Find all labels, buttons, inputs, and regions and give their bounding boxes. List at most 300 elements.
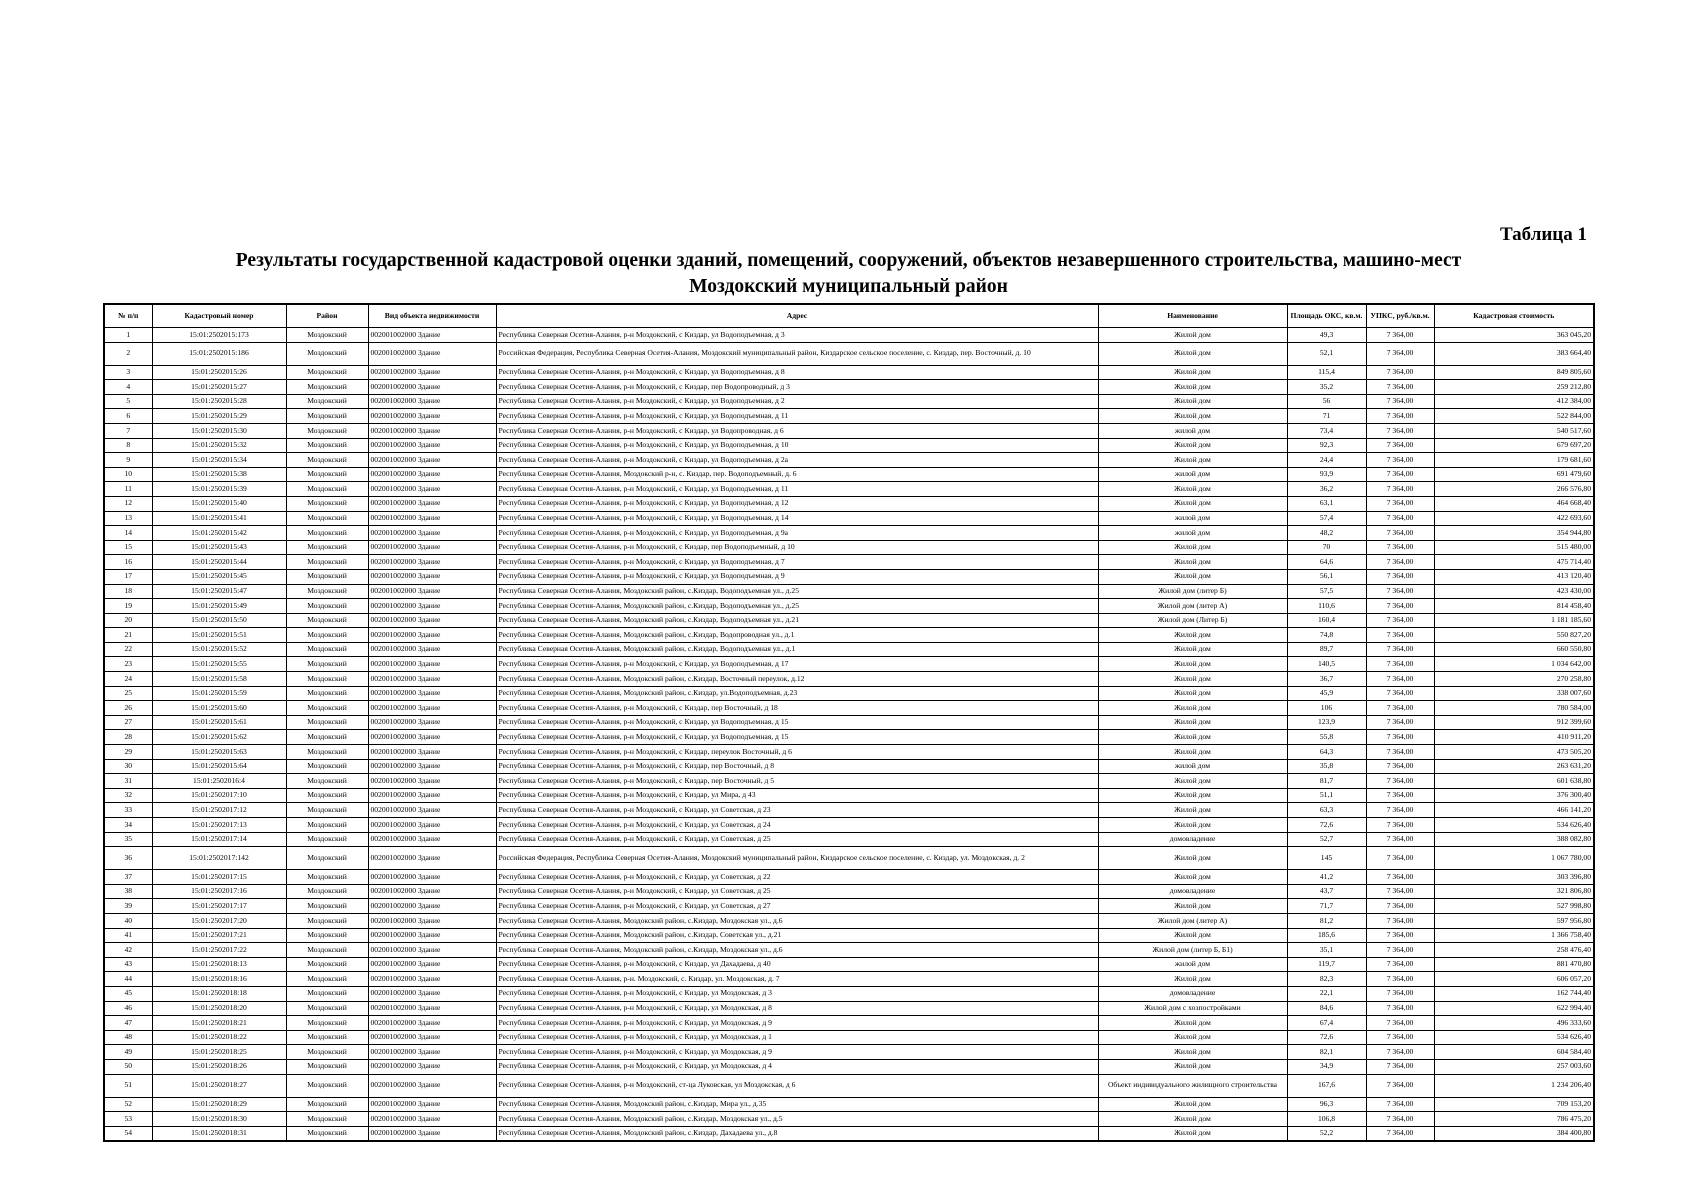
- cell-area: 140,5: [1287, 657, 1366, 672]
- cell-row-number: 35: [104, 832, 152, 847]
- cell-specific-value: 7 364,00: [1366, 584, 1434, 599]
- cell-address: Республика Северная Осетия-Алания, р-н Моздокский, с Киздар, ул Советская, д 22: [496, 870, 1098, 885]
- cell-object-name: Жилой дом (Литер Б): [1098, 613, 1287, 628]
- cell-object-type: 002001002000 Здание: [368, 526, 496, 541]
- cell-object-name: Жилой дом: [1098, 745, 1287, 760]
- table-row: [104, 1126, 1594, 1141]
- cell-district: Моздокский: [286, 745, 368, 760]
- cell-object-type: 002001002000 Здание: [368, 1059, 496, 1074]
- cell-address: Республика Северная Осетия-Алания, Моздокский район, с.Киздар, Водоподъемная ул., д.1: [496, 642, 1098, 657]
- cell-district: Моздокский: [286, 832, 368, 847]
- cell-specific-value: 7 364,00: [1366, 788, 1434, 803]
- cell-area: 123,9: [1287, 715, 1366, 730]
- table-row: [104, 899, 1594, 914]
- cell-cadastral-value: 814 458,40: [1434, 599, 1594, 614]
- cell-address: Республика Северная Осетия-Алания, р-н Моздокский, с Киздар, ул Мира, д 43: [496, 788, 1098, 803]
- cell-row-number: 3: [104, 365, 152, 380]
- cell-object-type: 002001002000 Здание: [368, 496, 496, 511]
- cell-object-name: жилой дом: [1098, 957, 1287, 972]
- cell-object-name: Жилой дом: [1098, 1016, 1287, 1031]
- cell-cadastral-number: 15:01:2502017:14: [152, 832, 286, 847]
- cell-specific-value: 7 364,00: [1366, 599, 1434, 614]
- cell-object-name: жилой дом: [1098, 423, 1287, 438]
- cell-cadastral-value: 691 479,60: [1434, 467, 1594, 482]
- table-row: [104, 818, 1594, 833]
- cell-area: 57,4: [1287, 511, 1366, 526]
- cell-specific-value: 7 364,00: [1366, 1074, 1434, 1097]
- cell-address: Республика Северная Осетия-Алания, Моздокский район, с.Киздар, Водоподъемная ул., д.25: [496, 599, 1098, 614]
- cell-specific-value: 7 364,00: [1366, 328, 1434, 343]
- cell-district: Моздокский: [286, 847, 368, 870]
- cell-cadastral-value: 527 998,80: [1434, 899, 1594, 914]
- cell-object-name: Жилой дом: [1098, 686, 1287, 701]
- cell-object-type: 002001002000 Здание: [368, 745, 496, 760]
- cell-cadastral-number: 15:01:2502018:20: [152, 1001, 286, 1016]
- cell-cadastral-value: 257 003,60: [1434, 1059, 1594, 1074]
- cell-area: 84,6: [1287, 1001, 1366, 1016]
- document-subtitle: Моздокский муниципальный район: [689, 276, 1008, 297]
- cell-object-name: Жилой дом: [1098, 788, 1287, 803]
- cell-address: Республика Северная Осетия-Алания, р-н Моздокский, с Киздар, ул Моздокская, д 9: [496, 1016, 1098, 1031]
- cell-object-name: Жилой дом: [1098, 972, 1287, 987]
- cell-specific-value: 7 364,00: [1366, 482, 1434, 497]
- table-header: [104, 304, 1594, 328]
- table-row: [104, 496, 1594, 511]
- cell-cadastral-value: 601 638,80: [1434, 774, 1594, 789]
- cell-area: 93,9: [1287, 467, 1366, 482]
- header-specific-value: УПКС, руб./кв.м.: [1366, 304, 1434, 328]
- cell-cadastral-number: 15:01:2502018:29: [152, 1097, 286, 1112]
- cell-object-name: Жилой дом: [1098, 365, 1287, 380]
- cell-object-type: 002001002000 Здание: [368, 870, 496, 885]
- table-row: [104, 832, 1594, 847]
- table-number-label: Таблица 1: [1499, 224, 1587, 245]
- cell-address: Республика Северная Осетия-Алания, р-н Моздокский, с Киздар, ул Водоподъемная, д 3: [496, 328, 1098, 343]
- cell-object-name: жилой дом: [1098, 511, 1287, 526]
- cell-object-type: 002001002000 Здание: [368, 423, 496, 438]
- cell-address: Российская Федерация, Республика Северная Осетия-Алания, Моздокский муниципальный район, Киздарское сельское поселение, с. Киздар, ул. Моздокская, д. 2: [496, 847, 1098, 870]
- table-row: [104, 380, 1594, 395]
- cell-cadastral-value: 464 668,40: [1434, 496, 1594, 511]
- cell-cadastral-value: 496 333,60: [1434, 1016, 1594, 1031]
- cell-object-type: 002001002000 Здание: [368, 928, 496, 943]
- cell-row-number: 10: [104, 467, 152, 482]
- cell-object-name: Жилой дом с хозпостройками: [1098, 1001, 1287, 1016]
- cell-object-type: 002001002000 Здание: [368, 1097, 496, 1112]
- cell-area: 72,6: [1287, 1030, 1366, 1045]
- cell-object-type: 002001002000 Здание: [368, 774, 496, 789]
- cell-cadastral-number: 15:01:2502015:60: [152, 701, 286, 716]
- cell-address: Республика Северная Осетия-Алания, р-н Моздокский, с Киздар, ул Советская, д 23: [496, 803, 1098, 818]
- table-row: [104, 972, 1594, 987]
- cell-cadastral-value: 422 693,60: [1434, 511, 1594, 526]
- cell-specific-value: 7 364,00: [1366, 365, 1434, 380]
- cell-cadastral-number: 15:01:2502015:49: [152, 599, 286, 614]
- cell-object-name: жилой дом: [1098, 526, 1287, 541]
- cell-cadastral-value: 388 082,80: [1434, 832, 1594, 847]
- cell-address: Республика Северная Осетия-Алания, р-н Моздокский, с Киздар, ул Советская, д 25: [496, 884, 1098, 899]
- table-row: [104, 928, 1594, 943]
- cell-address: Республика Северная Осетия-Алания, р-н Моздокский, с Киздар, ул Водоподъемная, д 14: [496, 511, 1098, 526]
- cell-address: Республика Северная Осетия-Алания, р-н Моздокский, с Киздар, ул Водоподъемная, д 11: [496, 409, 1098, 424]
- cell-object-name: Жилой дом: [1098, 453, 1287, 468]
- cell-object-type: 002001002000 Здание: [368, 409, 496, 424]
- cell-address: Республика Северная Осетия-Алания, Моздокский район, с.Киздар, Мира ул., д.35: [496, 1097, 1098, 1112]
- table-row: [104, 438, 1594, 453]
- cell-area: 67,4: [1287, 1016, 1366, 1031]
- cell-area: 41,2: [1287, 870, 1366, 885]
- cell-row-number: 15: [104, 540, 152, 555]
- cell-row-number: 13: [104, 511, 152, 526]
- cell-specific-value: 7 364,00: [1366, 657, 1434, 672]
- table-row: [104, 870, 1594, 885]
- cell-row-number: 19: [104, 599, 152, 614]
- cell-row-number: 34: [104, 818, 152, 833]
- cell-area: 72,6: [1287, 818, 1366, 833]
- cell-area: 52,2: [1287, 1126, 1366, 1141]
- cell-address: Республика Северная Осетия-Алания, р-н Моздокский, с Киздар, ул Водоподъемная, д 11: [496, 482, 1098, 497]
- cell-area: 52,7: [1287, 832, 1366, 847]
- table-row: [104, 745, 1594, 760]
- cell-row-number: 50: [104, 1059, 152, 1074]
- cell-address: Российская Федерация, Республика Северная Осетия-Алания, Моздокский муниципальный район, Киздарское сельское поселение, с. Киздар, пер. Восточный, д. 10: [496, 342, 1098, 365]
- header-address: Адрес: [496, 304, 1098, 328]
- cell-specific-value: 7 364,00: [1366, 1126, 1434, 1141]
- table-row: [104, 511, 1594, 526]
- cell-object-type: 002001002000 Здание: [368, 1001, 496, 1016]
- cell-address: Республика Северная Осетия-Алания, Моздокский район, с.Киздар, Водоподъемная ул., д.25: [496, 584, 1098, 599]
- cell-area: 81,2: [1287, 913, 1366, 928]
- cell-address: Республика Северная Осетия-Алания, р-н Моздокский, ст-ца Луковская, ул Моздокская, д 6: [496, 1074, 1098, 1097]
- cell-object-name: Жилой дом: [1098, 342, 1287, 365]
- cell-cadastral-number: 15:01:2502018:13: [152, 957, 286, 972]
- cell-specific-value: 7 364,00: [1366, 884, 1434, 899]
- table-row: [104, 774, 1594, 789]
- cell-cadastral-number: 15:01:2502017:16: [152, 884, 286, 899]
- cell-district: Моздокский: [286, 1074, 368, 1097]
- cell-row-number: 9: [104, 453, 152, 468]
- cell-row-number: 5: [104, 394, 152, 409]
- cell-cadastral-value: 258 476,40: [1434, 943, 1594, 958]
- cell-area: 82,1: [1287, 1045, 1366, 1060]
- cell-object-name: Жилой дом: [1098, 328, 1287, 343]
- cell-object-name: домовладение: [1098, 884, 1287, 899]
- cell-object-type: 002001002000 Здание: [368, 342, 496, 365]
- cell-area: 35,2: [1287, 380, 1366, 395]
- cell-object-name: Жилой дом: [1098, 715, 1287, 730]
- table-row: [104, 1030, 1594, 1045]
- table-row: [104, 1001, 1594, 1016]
- cell-specific-value: 7 364,00: [1366, 957, 1434, 972]
- table-row: [104, 365, 1594, 380]
- cell-specific-value: 7 364,00: [1366, 818, 1434, 833]
- table-row: [104, 642, 1594, 657]
- cell-cadastral-number: 15:01:2502017:20: [152, 913, 286, 928]
- cell-address: Республика Северная Осетия-Алания, Моздокский район, с.Киздар, Моздокская ул., д.6: [496, 943, 1098, 958]
- table-row: [104, 657, 1594, 672]
- cell-district: Моздокский: [286, 328, 368, 343]
- cell-cadastral-number: 15:01:2502015:38: [152, 467, 286, 482]
- cell-specific-value: 7 364,00: [1366, 986, 1434, 1001]
- cell-area: 71,7: [1287, 899, 1366, 914]
- cell-row-number: 7: [104, 423, 152, 438]
- cell-address: Республика Северная Осетия-Алания, р-н Моздокский, с Киздар, ул Водоподъемная, д 15: [496, 730, 1098, 745]
- cell-object-type: 002001002000 Здание: [368, 957, 496, 972]
- cell-row-number: 42: [104, 943, 152, 958]
- table-row: [104, 913, 1594, 928]
- cell-cadastral-value: 321 806,80: [1434, 884, 1594, 899]
- cell-district: Моздокский: [286, 884, 368, 899]
- cell-cadastral-value: 550 827,20: [1434, 628, 1594, 643]
- cell-row-number: 48: [104, 1030, 152, 1045]
- cell-cadastral-number: 15:01:2502015:50: [152, 613, 286, 628]
- cell-specific-value: 7 364,00: [1366, 847, 1434, 870]
- cell-area: 36,7: [1287, 672, 1366, 687]
- table-row: [104, 526, 1594, 541]
- cell-cadastral-value: 522 844,00: [1434, 409, 1594, 424]
- cell-cadastral-number: 15:01:2502015:64: [152, 759, 286, 774]
- cell-area: 49,3: [1287, 328, 1366, 343]
- cell-cadastral-value: 622 994,40: [1434, 1001, 1594, 1016]
- cell-district: Моздокский: [286, 394, 368, 409]
- cell-object-name: жилой дом: [1098, 759, 1287, 774]
- cell-district: Моздокский: [286, 1112, 368, 1127]
- cell-address: Республика Северная Осетия-Алания, Моздокский район, с.Киздар, Моздокская ул., д.5: [496, 1112, 1098, 1127]
- cell-address: Республика Северная Осетия-Алания, р-н Моздокский, с Киздар, ул Водоподъемная, д 2: [496, 394, 1098, 409]
- table-row: [104, 1059, 1594, 1074]
- cell-address: Республика Северная Осетия-Алания, р-н Моздокский, с Киздар, ул Советская, д 24: [496, 818, 1098, 833]
- cell-object-type: 002001002000 Здание: [368, 884, 496, 899]
- table-row: [104, 847, 1594, 870]
- cell-row-number: 39: [104, 899, 152, 914]
- cell-specific-value: 7 364,00: [1366, 453, 1434, 468]
- cell-specific-value: 7 364,00: [1366, 832, 1434, 847]
- header-district: Район: [286, 304, 368, 328]
- table-row: [104, 759, 1594, 774]
- table-row: [104, 423, 1594, 438]
- cell-specific-value: 7 364,00: [1366, 511, 1434, 526]
- cell-cadastral-value: 162 744,40: [1434, 986, 1594, 1001]
- cell-district: Моздокский: [286, 715, 368, 730]
- cell-area: 64,3: [1287, 745, 1366, 760]
- cell-cadastral-value: 466 141,20: [1434, 803, 1594, 818]
- cell-cadastral-value: 515 480,00: [1434, 540, 1594, 555]
- table-row: [104, 957, 1594, 972]
- cell-district: Моздокский: [286, 1001, 368, 1016]
- cell-row-number: 4: [104, 380, 152, 395]
- cell-specific-value: 7 364,00: [1366, 1001, 1434, 1016]
- cell-address: Республика Северная Осетия-Алания, р-н Моздокский, с Киздар, ул Водоподъемная, д 9: [496, 569, 1098, 584]
- cell-row-number: 40: [104, 913, 152, 928]
- cell-object-type: 002001002000 Здание: [368, 818, 496, 833]
- cell-area: 73,4: [1287, 423, 1366, 438]
- cell-specific-value: 7 364,00: [1366, 943, 1434, 958]
- cell-object-name: Жилой дом: [1098, 496, 1287, 511]
- cell-specific-value: 7 364,00: [1366, 569, 1434, 584]
- cell-area: 119,7: [1287, 957, 1366, 972]
- cell-area: 35,8: [1287, 759, 1366, 774]
- cell-area: 110,6: [1287, 599, 1366, 614]
- cell-object-type: 002001002000 Здание: [368, 788, 496, 803]
- cell-object-type: 002001002000 Здание: [368, 847, 496, 870]
- cell-object-type: 002001002000 Здание: [368, 642, 496, 657]
- cell-object-type: 002001002000 Здание: [368, 613, 496, 628]
- cell-cadastral-number: 15:01:2502015:40: [152, 496, 286, 511]
- cell-cadastral-number: 15:01:2502018:18: [152, 986, 286, 1001]
- cell-cadastral-number: 15:01:2502015:58: [152, 672, 286, 687]
- cell-object-type: 002001002000 Здание: [368, 1126, 496, 1141]
- cell-address: Республика Северная Осетия-Алания, р-н Моздокский, с Киздар, пер Водоподъемный, д 10: [496, 540, 1098, 555]
- cell-cadastral-number: 15:01:2502018:16: [152, 972, 286, 987]
- cell-object-name: жилой дом: [1098, 467, 1287, 482]
- cell-cadastral-number: 15:01:2502015:30: [152, 423, 286, 438]
- cell-district: Моздокский: [286, 599, 368, 614]
- cell-object-name: Жилой дом: [1098, 438, 1287, 453]
- cell-district: Моздокский: [286, 788, 368, 803]
- cell-address: Республика Северная Осетия-Алания, р-н Моздокский, с Киздар, ул Моздокская, д 9: [496, 1045, 1098, 1060]
- cell-district: Моздокский: [286, 540, 368, 555]
- cell-specific-value: 7 364,00: [1366, 1112, 1434, 1127]
- cell-specific-value: 7 364,00: [1366, 803, 1434, 818]
- cell-cadastral-value: 363 045,20: [1434, 328, 1594, 343]
- cell-address: Республика Северная Осетия-Алания, р-н Моздокский, с Киздар, ул Советская, д 25: [496, 832, 1098, 847]
- cell-row-number: 24: [104, 672, 152, 687]
- cell-specific-value: 7 364,00: [1366, 628, 1434, 643]
- cell-row-number: 11: [104, 482, 152, 497]
- cell-cadastral-number: 15:01:2502017:15: [152, 870, 286, 885]
- cell-object-name: Жилой дом: [1098, 555, 1287, 570]
- cell-specific-value: 7 364,00: [1366, 928, 1434, 943]
- table-row: [104, 394, 1594, 409]
- cell-cadastral-value: 475 714,40: [1434, 555, 1594, 570]
- table-row: [104, 467, 1594, 482]
- cell-row-number: 33: [104, 803, 152, 818]
- cell-cadastral-value: 1 234 206,40: [1434, 1074, 1594, 1097]
- cell-cadastral-value: 412 384,00: [1434, 394, 1594, 409]
- cell-row-number: 1: [104, 328, 152, 343]
- cell-object-name: Жилой дом: [1098, 1126, 1287, 1141]
- cell-row-number: 20: [104, 613, 152, 628]
- cell-cadastral-value: 709 153,20: [1434, 1097, 1594, 1112]
- cell-cadastral-number: 15:01:2502017:22: [152, 943, 286, 958]
- cell-area: 52,1: [1287, 342, 1366, 365]
- cell-object-name: Жилой дом: [1098, 1030, 1287, 1045]
- cell-cadastral-number: 15:01:2502015:34: [152, 453, 286, 468]
- cell-object-name: Жилой дом: [1098, 628, 1287, 643]
- cell-row-number: 51: [104, 1074, 152, 1097]
- cell-row-number: 29: [104, 745, 152, 760]
- cell-cadastral-number: 15:01:2502015:186: [152, 342, 286, 365]
- cell-row-number: 28: [104, 730, 152, 745]
- cell-cadastral-value: 1 034 642,00: [1434, 657, 1594, 672]
- cell-cadastral-number: 15:01:2502015:43: [152, 540, 286, 555]
- cell-cadastral-number: 15:01:2502018:27: [152, 1074, 286, 1097]
- cell-area: 96,3: [1287, 1097, 1366, 1112]
- cell-district: Моздокский: [286, 1016, 368, 1031]
- cell-cadastral-value: 376 300,40: [1434, 788, 1594, 803]
- cell-specific-value: 7 364,00: [1366, 642, 1434, 657]
- cell-object-type: 002001002000 Здание: [368, 628, 496, 643]
- header-number: № п/п: [104, 304, 152, 328]
- cell-object-type: 002001002000 Здание: [368, 467, 496, 482]
- cell-district: Моздокский: [286, 423, 368, 438]
- table-row: [104, 943, 1594, 958]
- cell-object-type: 002001002000 Здание: [368, 1045, 496, 1060]
- cell-district: Моздокский: [286, 986, 368, 1001]
- cell-district: Моздокский: [286, 453, 368, 468]
- cell-address: Республика Северная Осетия-Алания, р-н Моздокский, с Киздар, ул Водоподъемная, д 7: [496, 555, 1098, 570]
- cell-object-type: 002001002000 Здание: [368, 1030, 496, 1045]
- table-body: [104, 328, 1594, 1142]
- cell-address: Республика Северная Осетия-Алания, р-н Моздокский, с Киздар, ул Водоподъемная, д 9а: [496, 526, 1098, 541]
- cell-specific-value: 7 364,00: [1366, 380, 1434, 395]
- cell-district: Моздокский: [286, 972, 368, 987]
- table-row: [104, 453, 1594, 468]
- cell-object-type: 002001002000 Здание: [368, 380, 496, 395]
- cell-area: 71: [1287, 409, 1366, 424]
- cell-cadastral-number: 15:01:2502015:173: [152, 328, 286, 343]
- cell-district: Моздокский: [286, 928, 368, 943]
- cell-area: 51,1: [1287, 788, 1366, 803]
- cell-cadastral-number: 15:01:2502015:28: [152, 394, 286, 409]
- cell-district: Моздокский: [286, 628, 368, 643]
- cell-cadastral-value: 338 007,60: [1434, 686, 1594, 701]
- cell-object-name: Жилой дом: [1098, 540, 1287, 555]
- cell-cadastral-number: 15:01:2502017:17: [152, 899, 286, 914]
- cell-specific-value: 7 364,00: [1366, 899, 1434, 914]
- header-area: Площадь ОКС, кв.м.: [1287, 304, 1366, 328]
- cell-address: Республика Северная Осетия-Алания, р-н Моздокский, с Киздар, пер Водопроводный, д 3: [496, 380, 1098, 395]
- cell-cadastral-value: 1 366 758,40: [1434, 928, 1594, 943]
- cell-object-name: Жилой дом: [1098, 1112, 1287, 1127]
- cell-object-name: Жилой дом: [1098, 730, 1287, 745]
- cell-district: Моздокский: [286, 569, 368, 584]
- cell-specific-value: 7 364,00: [1366, 394, 1434, 409]
- cell-object-type: 002001002000 Здание: [368, 394, 496, 409]
- cell-district: Моздокский: [286, 913, 368, 928]
- cell-row-number: 30: [104, 759, 152, 774]
- cell-cadastral-number: 15:01:2502015:41: [152, 511, 286, 526]
- cell-specific-value: 7 364,00: [1366, 701, 1434, 716]
- cell-object-type: 002001002000 Здание: [368, 1016, 496, 1031]
- cell-specific-value: 7 364,00: [1366, 342, 1434, 365]
- cell-specific-value: 7 364,00: [1366, 1059, 1434, 1074]
- cell-address: Республика Северная Осетия-Алания, Моздокский район, с.Киздар, Водоподъемная ул., д.21: [496, 613, 1098, 628]
- table-row: [104, 1112, 1594, 1127]
- cell-address: Республика Северная Осетия-Алания, Моздокский район, с.Киздар, Советская ул., д.21: [496, 928, 1098, 943]
- cell-area: 145: [1287, 847, 1366, 870]
- table-row: [104, 884, 1594, 899]
- cell-row-number: 27: [104, 715, 152, 730]
- cell-district: Моздокский: [286, 730, 368, 745]
- cell-specific-value: 7 364,00: [1366, 555, 1434, 570]
- cell-specific-value: 7 364,00: [1366, 1097, 1434, 1112]
- cell-cadastral-value: 384 400,80: [1434, 1126, 1594, 1141]
- cell-cadastral-number: 15:01:2502015:29: [152, 409, 286, 424]
- cell-object-type: 002001002000 Здание: [368, 715, 496, 730]
- cell-area: 35,1: [1287, 943, 1366, 958]
- cell-area: 56: [1287, 394, 1366, 409]
- cell-district: Моздокский: [286, 642, 368, 657]
- cell-object-type: 002001002000 Здание: [368, 899, 496, 914]
- cell-object-type: 002001002000 Здание: [368, 986, 496, 1001]
- cell-address: Республика Северная Осетия-Алания, р-н Моздокский, с Киздар, пер Восточный, д 18: [496, 701, 1098, 716]
- cell-cadastral-number: 15:01:2502016:4: [152, 774, 286, 789]
- table-row: [104, 599, 1594, 614]
- cell-cadastral-value: 534 626,40: [1434, 818, 1594, 833]
- cell-object-name: Жилой дом: [1098, 803, 1287, 818]
- cell-row-number: 49: [104, 1045, 152, 1060]
